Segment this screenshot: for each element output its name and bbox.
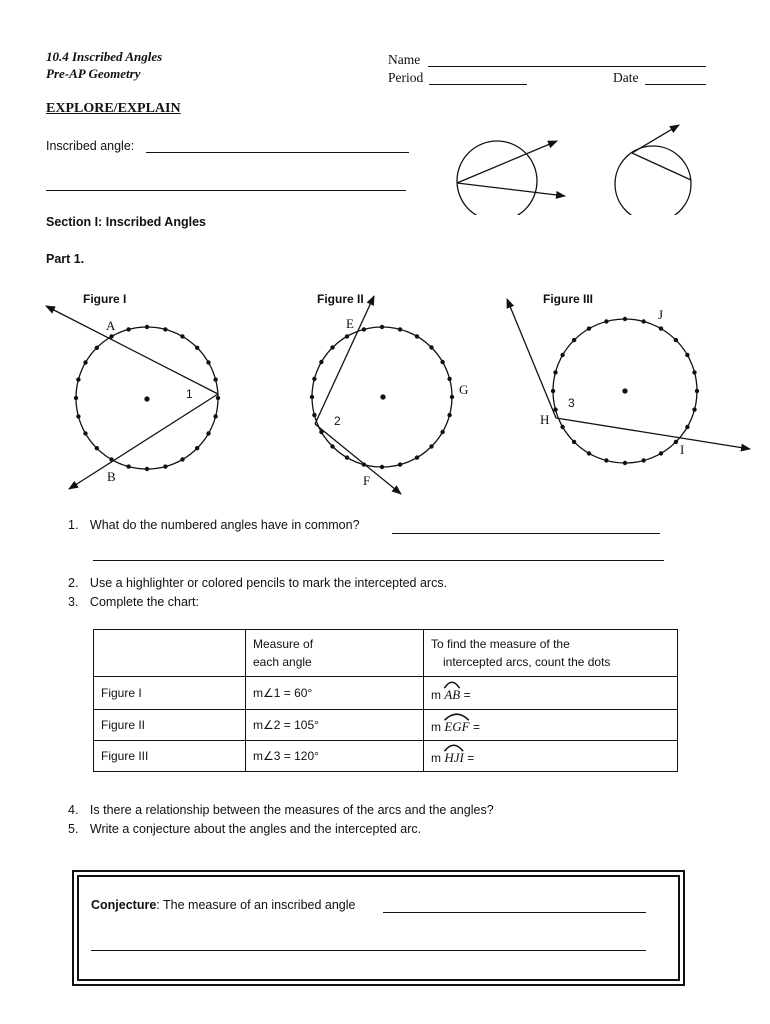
conjecture-line-1[interactable] xyxy=(383,912,646,913)
conjecture-statement xyxy=(91,898,356,912)
figure-2-dot xyxy=(380,465,384,469)
figure-2-dot xyxy=(312,377,316,381)
figure-1-dot xyxy=(83,360,87,364)
part-title: Part 1. xyxy=(46,252,85,266)
question-2 xyxy=(68,576,447,590)
figure-2-dot xyxy=(429,345,433,349)
explore-heading: EXPLORE/EXPLAIN xyxy=(46,101,181,116)
figure-2-dot xyxy=(447,413,451,417)
chart-cell-figure: Figure I xyxy=(94,677,246,710)
figure-2-dot xyxy=(319,430,323,434)
chart-header-blank xyxy=(94,630,246,677)
figure-2-dot xyxy=(440,360,444,364)
conjecture-line-2[interactable] xyxy=(91,950,646,951)
figure-3-dot xyxy=(695,389,699,393)
figure-3-dot xyxy=(604,458,608,462)
arc-egf-label: EGF xyxy=(444,719,470,734)
arc-hji xyxy=(444,746,464,766)
figure-3-dot xyxy=(604,319,608,323)
arc-prefix: m xyxy=(431,751,441,765)
figure-1-dot xyxy=(195,346,199,350)
chart-cell-arc[interactable] xyxy=(424,710,678,741)
figure-3-dot xyxy=(641,319,645,323)
chart-cell-angle: m∠2 = 105° xyxy=(246,710,424,741)
chart-cell-angle: m∠3 = 120° xyxy=(246,741,424,772)
arc-ab-label: AB xyxy=(444,687,461,702)
arc-prefix: m xyxy=(431,720,441,734)
figure-1-dot xyxy=(180,334,184,338)
chart-header-find xyxy=(424,630,678,677)
point-h-label: H xyxy=(540,412,550,427)
arc-ab xyxy=(444,683,460,703)
section-title: Section I: Inscribed Angles xyxy=(46,215,206,229)
name-label: Name xyxy=(388,52,421,67)
figure-3-dot xyxy=(685,353,689,357)
angle-2-label: 2 xyxy=(334,414,341,428)
chart-header-row xyxy=(94,630,678,677)
arc-hji-label: HJI xyxy=(444,750,464,765)
date-field[interactable] xyxy=(645,84,706,85)
course-title: Pre-AP Geometry xyxy=(46,66,141,81)
figure-1-dot xyxy=(195,446,199,450)
figure-3-dot xyxy=(587,451,591,455)
figure-2-dot xyxy=(429,444,433,448)
chart-row-figure-3 xyxy=(94,741,678,772)
point-b-label: B xyxy=(107,469,116,484)
question-5-number: 5. xyxy=(68,822,79,836)
figure-3-dot xyxy=(553,370,557,374)
arc-egf xyxy=(444,715,469,735)
figure-3-dot xyxy=(551,389,555,393)
figure-1-dot xyxy=(109,457,113,461)
period-label: Period xyxy=(388,70,424,85)
inscribed-angle-label: Inscribed angle: xyxy=(46,139,135,153)
angle-1-label: 1 xyxy=(186,387,193,401)
figure-3-dot xyxy=(674,338,678,342)
figure-1-dot xyxy=(126,327,130,331)
arc-suffix: = xyxy=(472,720,480,734)
arc-suffix: = xyxy=(467,751,475,765)
question-3-text: Complete the chart: xyxy=(89,595,200,609)
figure-2-dot xyxy=(362,462,366,466)
figure-1-dot xyxy=(163,327,167,331)
figure-1-dot xyxy=(213,414,217,418)
question-5-text: Write a conjecture about the angles and the intercepted arc. xyxy=(89,822,422,836)
figure-1-dot xyxy=(76,377,80,381)
figure-2-dot xyxy=(345,455,349,459)
figure-3-dot xyxy=(572,440,576,444)
question-4 xyxy=(68,803,494,817)
figure-2-dot xyxy=(345,334,349,338)
point-a-label: A xyxy=(106,318,116,333)
figure-2-dot xyxy=(440,430,444,434)
figure-3-dot xyxy=(623,461,627,465)
figure-1-dot xyxy=(216,396,220,400)
figure-1-dot xyxy=(74,396,78,400)
figure-2-title: Figure II xyxy=(317,292,364,306)
answer-1-line[interactable] xyxy=(392,533,660,534)
answer-1-line-2[interactable] xyxy=(93,560,664,561)
figure-3-dot xyxy=(587,326,591,330)
chart-row-figure-2 xyxy=(94,710,678,741)
name-field[interactable] xyxy=(428,66,706,67)
figure-3-dot xyxy=(560,353,564,357)
conjecture-box xyxy=(72,870,685,986)
inscribed-angle-field[interactable] xyxy=(146,152,409,153)
figure-3-dot xyxy=(659,451,663,455)
conjecture-text: : The measure of an inscribed angle xyxy=(156,898,356,912)
figure-1-dot xyxy=(180,457,184,461)
figure-2-dot xyxy=(362,327,366,331)
question-1-number: 1. xyxy=(68,518,79,532)
chart-cell-figure: Figure II xyxy=(94,710,246,741)
chart-cell-arc[interactable] xyxy=(424,741,678,772)
period-field[interactable] xyxy=(429,84,527,85)
illustration-2 xyxy=(615,125,691,215)
figure-3-dot xyxy=(674,440,678,444)
figure-3-dot xyxy=(685,425,689,429)
arc-suffix: = xyxy=(463,688,471,702)
question-5 xyxy=(68,822,421,836)
angle-chart xyxy=(93,629,678,772)
figure-1-title: Figure I xyxy=(83,292,127,306)
inscribed-angle-illustrations xyxy=(440,115,700,215)
question-4-text: Is there a relationship between the measures of the arcs and the angles? xyxy=(89,803,494,817)
question-2-text: Use a highlighter or colored pencils to mark the intercepted arcs. xyxy=(89,576,448,590)
figure-1-dot xyxy=(95,346,99,350)
chart-cell-arc[interactable] xyxy=(424,677,678,710)
illustration-1 xyxy=(457,141,565,215)
point-f-label: F xyxy=(363,473,371,488)
chart-cell-figure: Figure III xyxy=(94,741,246,772)
lesson-title: 10.4 Inscribed Angles xyxy=(46,49,163,64)
figure-3-dot xyxy=(623,317,627,321)
chart-row-figure-1 xyxy=(94,677,678,710)
figure-1-dot xyxy=(109,334,113,338)
figure-1-dot xyxy=(76,414,80,418)
chart-cell-angle: m∠1 = 60° xyxy=(246,677,424,710)
figure-1-dot xyxy=(83,431,87,435)
figure-1-dot xyxy=(95,446,99,450)
figure-1-dot xyxy=(145,467,149,471)
figure-3-dot xyxy=(572,338,576,342)
date-label: Date xyxy=(613,70,639,85)
figure-2-dot xyxy=(450,395,454,399)
chart-header-find-line2: intercepted arcs, count the dots xyxy=(443,655,611,669)
figure-2-dot xyxy=(447,377,451,381)
question-3-number: 3. xyxy=(68,595,79,609)
figure-3-dot xyxy=(692,370,696,374)
figure-2-dot xyxy=(398,327,402,331)
figure-1-dot xyxy=(206,360,210,364)
chart-header-find-line1: To find the measure of the xyxy=(431,637,570,651)
figure-3-dot xyxy=(553,407,557,411)
question-2-number: 2. xyxy=(68,576,79,590)
figure-3 xyxy=(507,299,750,463)
point-g-label: G xyxy=(459,382,469,397)
figure-2-dot xyxy=(415,455,419,459)
figure-2-dot xyxy=(398,462,402,466)
figure-1-dot xyxy=(206,431,210,435)
figure-1-dot xyxy=(213,377,217,381)
figure-2-dot xyxy=(415,334,419,338)
figure-2-dot xyxy=(330,345,334,349)
figure-3-title: Figure III xyxy=(543,292,594,306)
figure-1-dot xyxy=(145,325,149,329)
figure-3-dot xyxy=(659,326,663,330)
point-i-label: I xyxy=(680,442,685,457)
chart-header-measure-line1: Measure of xyxy=(253,637,314,651)
figure-2-dot xyxy=(310,395,314,399)
question-3 xyxy=(68,595,199,609)
figure-3-dot xyxy=(641,458,645,462)
question-1 xyxy=(68,518,360,532)
figure-2-dot xyxy=(380,325,384,329)
point-e-label: E xyxy=(346,316,354,331)
inscribed-angle-field-2[interactable] xyxy=(46,190,406,191)
chart-header-measure xyxy=(246,630,424,677)
figure-1-dot xyxy=(163,464,167,468)
figure-2-dot xyxy=(312,413,316,417)
angle-3-label: 3 xyxy=(568,396,575,410)
figure-3-dot xyxy=(560,425,564,429)
conjecture-inner-border xyxy=(77,875,680,981)
question-4-number: 4. xyxy=(68,803,79,817)
chart-header-measure-line2: each angle xyxy=(253,655,312,669)
point-j-label: J xyxy=(658,307,664,322)
figure-2-dot xyxy=(319,360,323,364)
conjecture-label: Conjecture xyxy=(91,898,157,912)
figure-2-dot xyxy=(330,444,334,448)
arc-prefix: m xyxy=(431,688,441,702)
figure-1-dot xyxy=(126,464,130,468)
figure-3-dot xyxy=(692,407,696,411)
question-1-text: What do the numbered angles have in common? xyxy=(89,518,360,532)
